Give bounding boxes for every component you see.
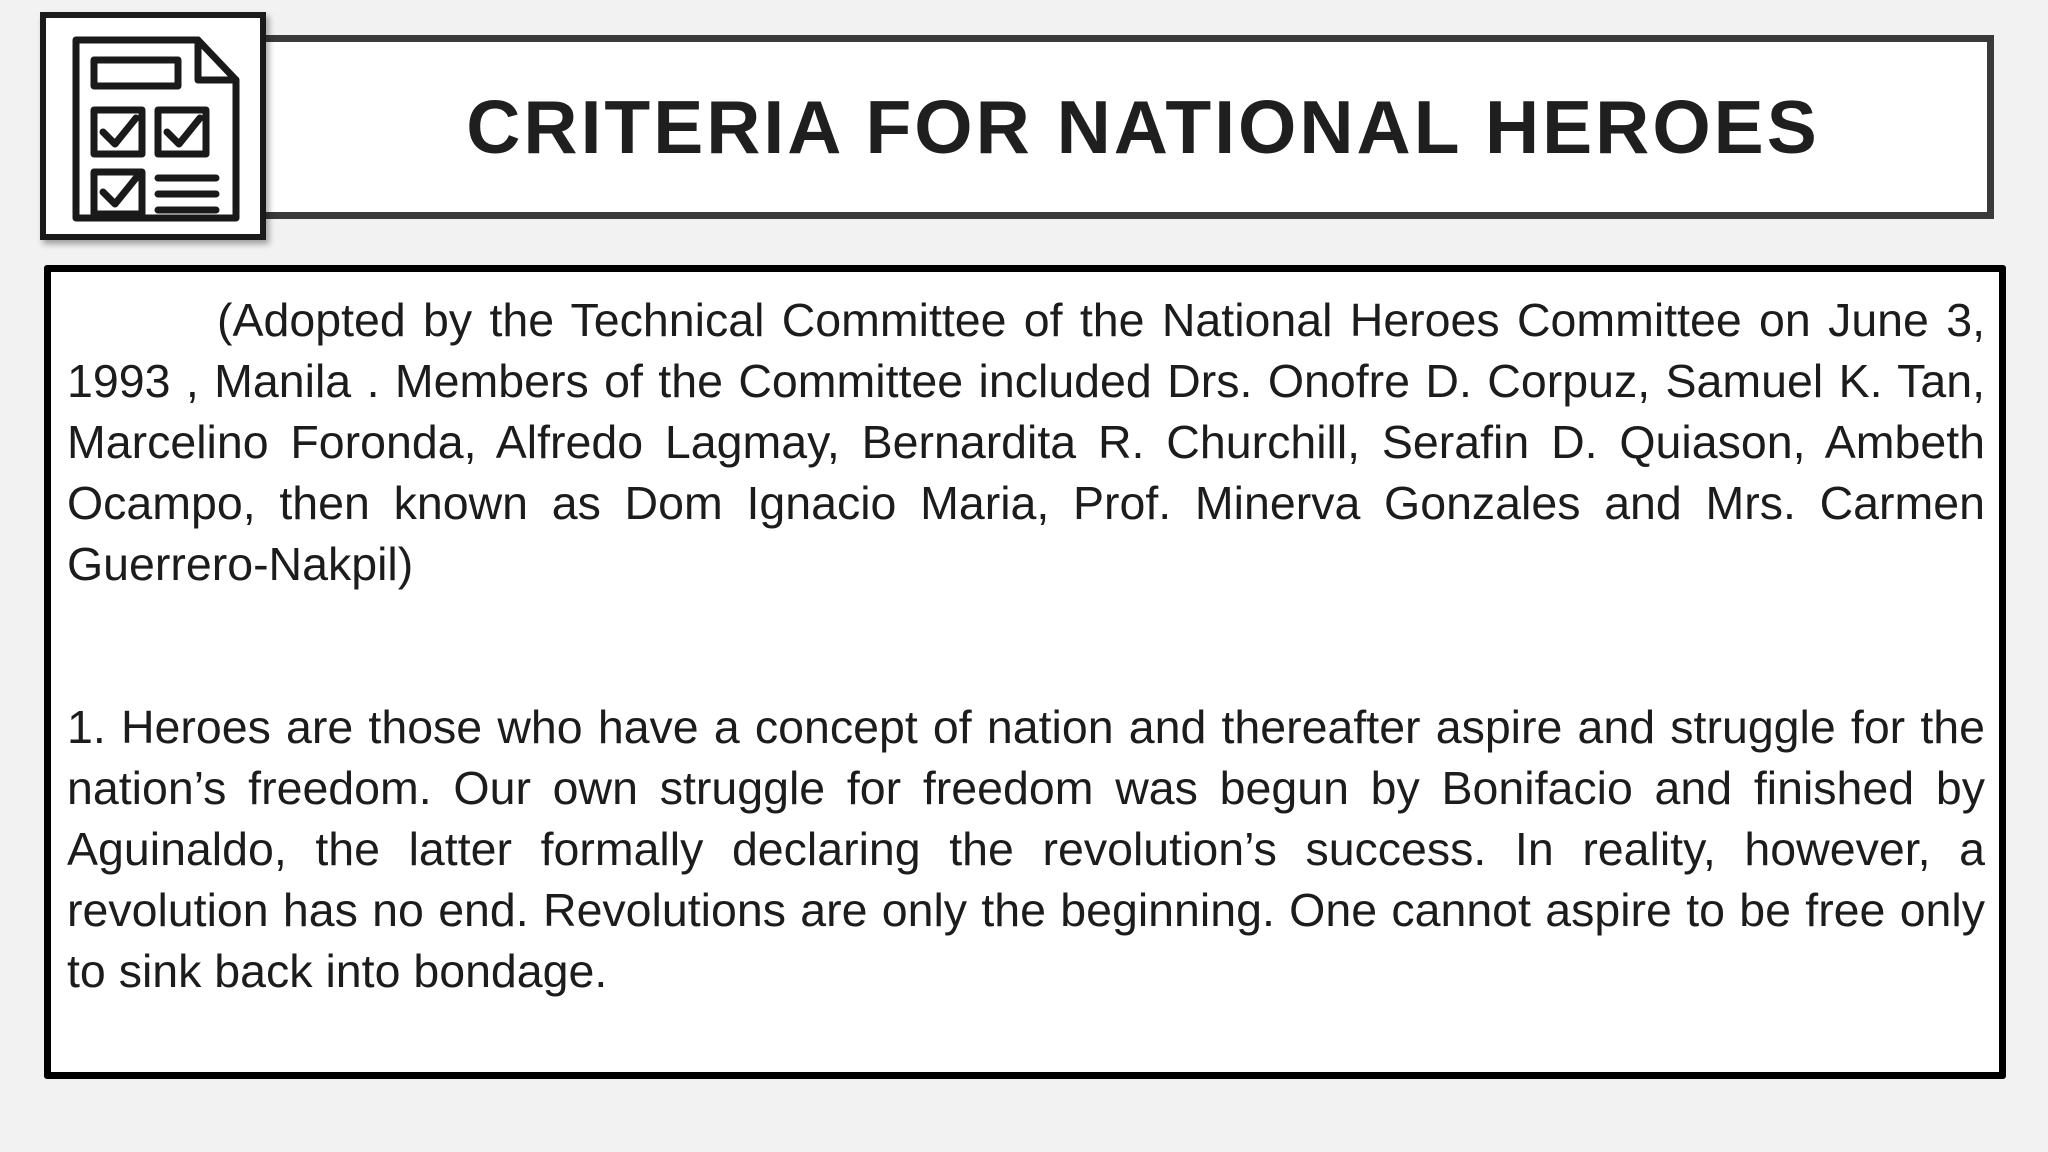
checklist-icon-box (40, 12, 266, 240)
page-title: CRITERIA FOR NATIONAL HEROES (466, 85, 1820, 169)
content-panel (44, 265, 2006, 1079)
paragraph-spacer (67, 595, 1985, 697)
intro-paragraph: (Adopted by the Technical Committee of the National Heroes Committee on June 3, 1993 , Manila . Members of the Committee included Drs. Onofre D. Corpuz, Samuel K. Tan, Marcelino Foronda, Alfredo Lagmay, Bernardita R. Churchill, Serafin D. Quiason, Ambeth Ocampo, then known as Dom Ignacio Maria, Prof. Minerva Gonzales and Mrs. Carmen Guerrero-Nakpil) (67, 294, 1985, 590)
title-bar (256, 35, 1994, 219)
criterion-1-paragraph: 1. Heroes are those who have a concept of nation and thereafter aspire and struggle for the nation’s freedom. Our own struggle for freedom was begun by Bonifacio and finished by Aguinaldo, the latter formally declaring the revolution’s success. In reality, however, a revolution has no end. Revolutions are only the beginning. One cannot aspire to be free only to sink back into bondage. (67, 701, 1985, 997)
checklist-document-icon (46, 18, 260, 234)
